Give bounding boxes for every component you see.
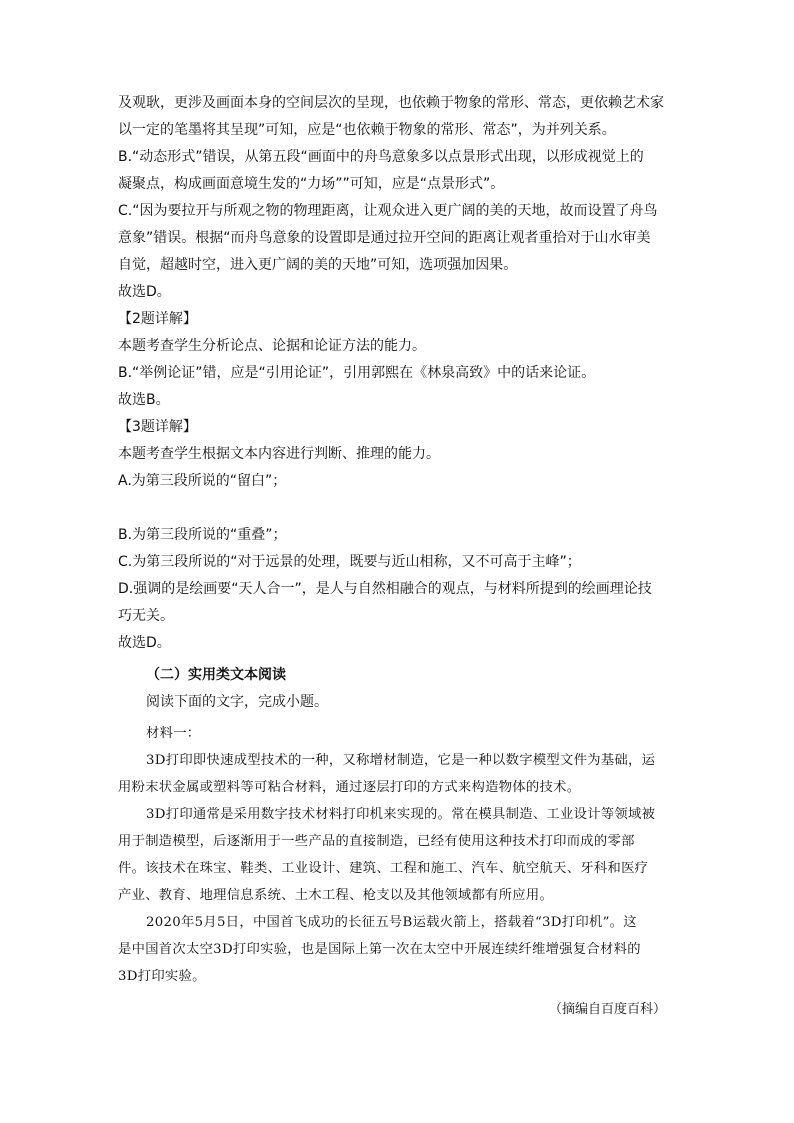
text-line: 凝聚点，构成画面意境生发的“力场””可知，应是“点景形式”。 <box>118 176 505 192</box>
material-line: 3D打印通常是采用数字技术材料打印机来实现的。常在模具制造、工业设计等领域被 <box>146 807 656 822</box>
material-one <box>118 720 678 990</box>
reading-section <box>118 662 678 716</box>
material-line: 用粉末状金属或塑料等可粘合材料，通过逐层打印的方式来构造物体的技术。 <box>118 780 581 795</box>
question-heading: 【2题详解】 <box>118 311 197 327</box>
text-line: D.强调的是绘画要“天人合一”，是人与自然相融合的观点，与材料所提到的绘画理论技 <box>118 581 652 597</box>
source-citation: （摘编自百度百科） <box>548 1002 666 1017</box>
text-line <box>118 495 678 522</box>
text-line: B.“动态形式”错误，从第五段“画面中的舟鸟意象多以点景形式出现，以形成视觉上的 <box>118 149 644 165</box>
instruction: 阅读下面的文字，完成小题。 <box>146 694 328 710</box>
text-line: C.为第三段所说的“对于远景的处理，既要与近山相称，又不可高于主峰”； <box>118 554 581 570</box>
text-line: 巧无关。 <box>118 608 174 624</box>
text-line: 本题考查学生分析论点、论据和论证方法的能力。 <box>118 338 426 354</box>
text-line: 本题考查学生根据文本内容进行判断、推理的能力。 <box>118 446 440 462</box>
material-line: 3D打印实验。 <box>118 969 206 984</box>
text-line: 故选D。 <box>118 284 171 300</box>
text-line: 故选B。 <box>118 392 170 408</box>
section-title: （二）实用类文本阅读 <box>146 667 286 683</box>
answer-explanations <box>118 90 678 657</box>
material-line: 3D打印即快速成型技术的一种，又称增材制造，它是一种以数字模型文件为基础，运 <box>146 753 656 768</box>
text-line: A.为第三段所说的“留白”； <box>118 473 287 489</box>
material-line: 2020年5月5日，中国首飞成功的长征五号B运载火箭上，搭载着“3D打印机”。这 <box>146 915 637 930</box>
text-line: B.为第三段所说的“重叠”； <box>118 527 287 543</box>
text-line: C.“因为要拉开与所观之物的物理距离，让观众进入更广阔的美的天地，故而设置了舟鸟 <box>118 203 658 219</box>
material-line: 是中国首次太空3D打印实验，也是国际上第一次在太空中开展连续纤维增强复合材料的 <box>118 942 641 957</box>
text-line: 自觉，超越时空，进入更广阔的美的天地”可知，选项强加因果。 <box>118 257 518 273</box>
question-heading: 【3题详解】 <box>118 419 197 435</box>
material-line: 件。该技术在珠宝、鞋类、工业设计、建筑、工程和施工、汽车、航空航天、牙科和医疗 <box>118 861 649 876</box>
text-line: B.“举例论证”错，应是“引用论证”，引用郭熙在《林泉高致》中的话来论证。 <box>118 365 596 381</box>
text-line: 意象”错误。根据“而舟鸟意象的设置即是通过拉开空间的距离让观者重拾对于山水审美 <box>118 230 651 246</box>
material-label: 材料一： <box>146 726 201 741</box>
material-line: 用于制造模型，后逐渐用于一些产品的直接制造，已经有使用这种技术打印而成的零部 <box>118 834 635 849</box>
text-line: 以一定的笔墨将其呈现”可知，应是“也依赖于物象的常形、常态”，为并列关系。 <box>118 122 616 138</box>
text-line: 及观耿，更涉及画面本身的空间层次的呈现，也依赖于物象的常形、常态，更依赖艺术家 <box>118 95 664 111</box>
material-line: 产业、教育、地理信息系统、土木工程、枪支以及其他领域都有所应用。 <box>118 888 554 903</box>
text-line: 故选D。 <box>118 635 171 651</box>
